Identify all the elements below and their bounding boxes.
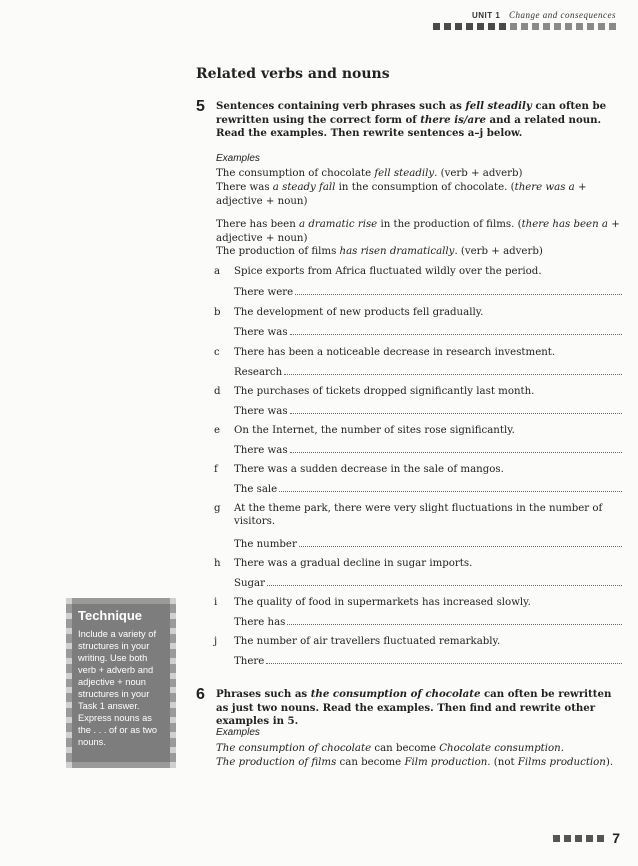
example-3: There has been a dramatic rise in the production of films. (there has been a + adjective + noun) [216,219,620,244]
answer-line-c[interactable]: Research [234,365,622,378]
section-title: Related verbs and nouns [196,66,390,82]
answer-line-b[interactable]: There was [234,325,622,338]
answer-line-g[interactable]: The number [234,537,622,550]
header-decoration [433,23,616,30]
technique-title: Technique [78,608,143,623]
answer-line-d[interactable]: There was [234,404,622,417]
answer-line-e[interactable]: There was [234,443,622,456]
examples-label-6: Examples [216,727,260,738]
example-2: There was a steady fall in the consumption of chocolate. (there was a + adjective + noun) [216,182,587,207]
exercise-5-number: 5 [196,98,205,115]
answer-line-a[interactable]: There were [234,285,622,298]
example-4: The production of films has risen dramatically. (verb + adverb) [216,246,543,257]
technique-body: Include a variety of structures in your writing. Use both verb + adverb and adjective + noun structures in your Task 1 answer. Express nouns as the . . . of or as two nouns. [78,629,158,747]
answer-line-f[interactable]: The sale [234,482,622,495]
answer-line-h[interactable]: Sugar [234,576,622,589]
example-6-1: The consumption of chocolate can become Chocolate consumption. [216,743,564,754]
page-number: 7 [612,830,620,846]
technique-box [66,598,176,768]
page-footer [553,830,620,846]
examples-label: Examples [216,153,260,164]
exercise-6-instruction: Phrases such as the consumption of chocolate can often be rewritten as just two nouns. Read the examples. Then find and rewrite other examples in 5. [216,688,612,727]
example-1: The consumption of chocolate fell steadily. (verb + adverb) [216,168,523,179]
answer-line-j[interactable]: There [234,654,622,667]
unit-label: UNIT 1 [471,11,501,20]
answer-line-i[interactable]: There has [234,615,622,628]
example-6-2: The production of films can become Film production. (not Films production). [216,757,614,768]
running-header [433,10,616,30]
unit-title: Change and consequences [509,10,616,20]
exercise-6-number: 6 [196,686,205,703]
exercise-5-instruction: Sentences containing verb phrases such as fell steadily can often be rewritten using the correct form of there is/are and a related noun. Read the examples. Then rewrite sentences a–j below. [216,100,607,139]
